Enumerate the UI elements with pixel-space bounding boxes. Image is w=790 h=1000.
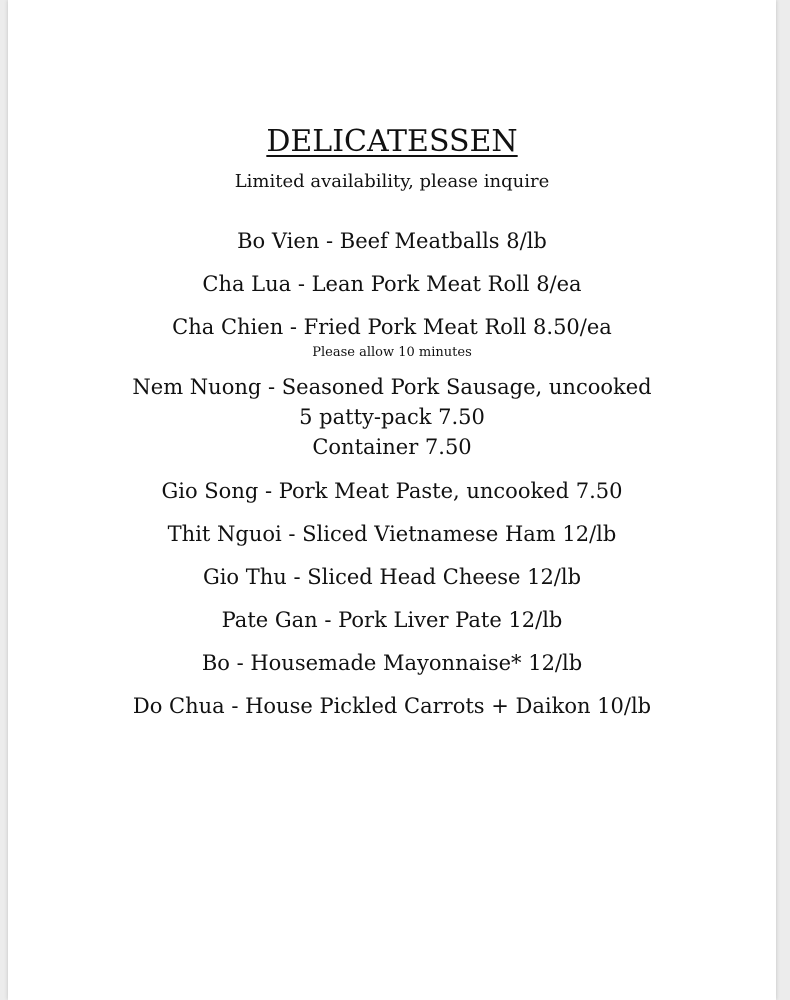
menu-item-nem-nuong: Nem Nuong - Seasoned Pork Sausage, uncooked [132,375,652,399]
menu-item-bo-vien: Bo Vien - Beef Meatballs 8/lb [237,229,547,253]
menu-item-do-chua: Do Chua - House Pickled Carrots + Daikon 10/lb [132,694,652,718]
menu-item-pate-gan: Pate Gan - Pork Liver Pate 12/lb [221,608,563,632]
menu-item-cha-lua: Cha Lua - Lean Pork Meat Roll 8/ea [202,272,582,296]
menu-title: DELICATESSEN [266,124,518,159]
menu-item-cha-chien-note: Please allow 10 minutes [312,345,472,360]
menu-item-thit-nguoi: Thit Nguoi - Sliced Vietnamese Ham 12/lb [167,522,617,546]
menu-item-bo-mayonnaise: Bo - Housemade Mayonnaise* 12/lb [201,651,583,675]
menu-item-gio-thu: Gio Thu - Sliced Head Cheese 12/lb [202,565,582,589]
menu-page [8,0,776,1000]
menu-item-nem-nuong-container: Container 7.50 [312,435,472,459]
menu-subtitle: Limited availability, please inquire [234,171,550,192]
menu-item-gio-song: Gio Song - Pork Meat Paste, uncooked 7.50 [161,479,623,503]
menu-item-nem-nuong-patty-pack: 5 patty-pack 7.50 [299,405,485,429]
menu-item-cha-chien: Cha Chien - Fried Pork Meat Roll 8.50/ea [172,315,612,339]
